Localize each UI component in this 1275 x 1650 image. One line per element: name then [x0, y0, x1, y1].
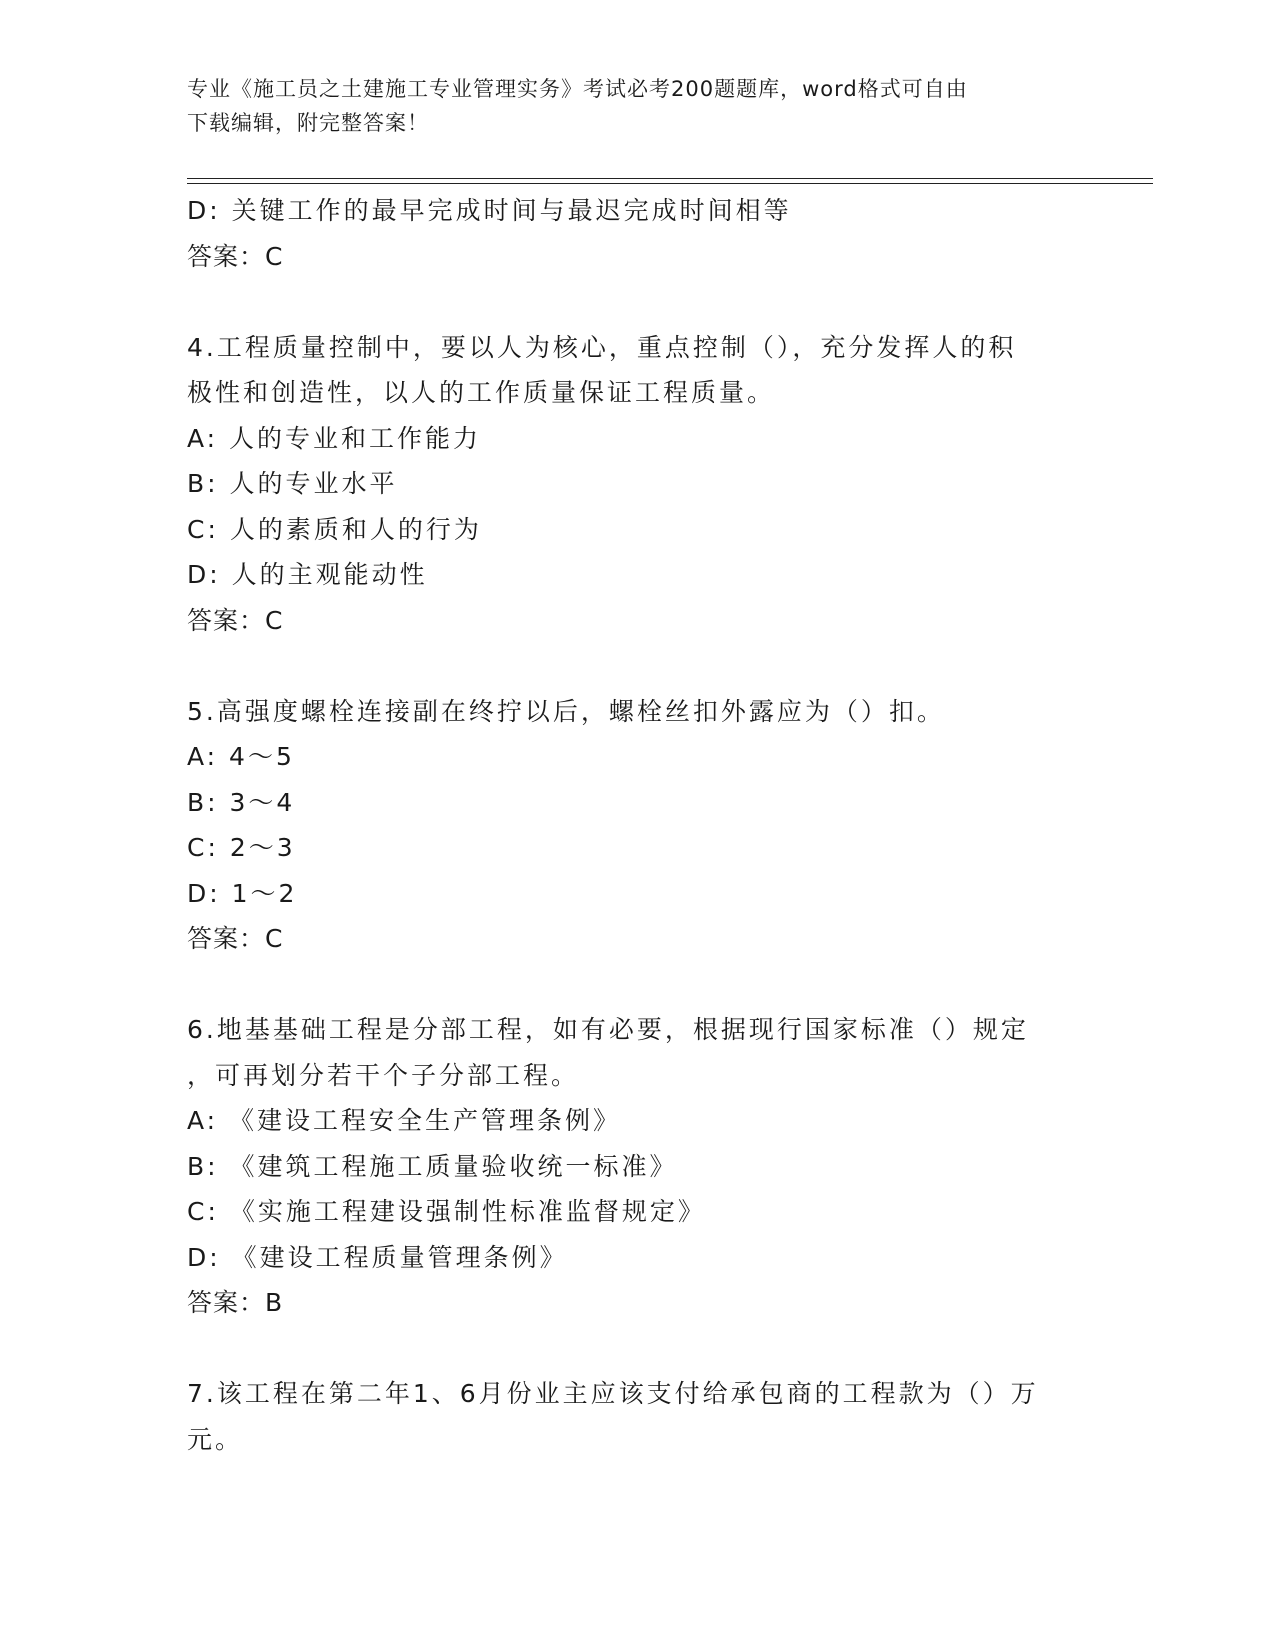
spacer — [187, 279, 1087, 325]
answer-line: 答案：C — [187, 924, 284, 953]
question-5 — [187, 689, 1087, 962]
question-stem-line: 4.工程质量控制中，要以人为核心，重点控制（），充分发挥人的积 — [187, 332, 1017, 362]
option-a: A: 人的专业和工作能力 — [187, 423, 482, 453]
question-stem-line: 7.该工程在第二年1、6月份业主应该支付给承包商的工程款为（）万 — [187, 1379, 1039, 1408]
question-stem-line: ，可再划分若干个子分部工程。 — [187, 1060, 580, 1090]
question-stem-line: 5.高强度螺栓连接副在终拧以后，螺栓丝扣外露应为（）扣。 — [187, 696, 945, 726]
option-d: D: 关键工作的最早完成时间与最迟完成时间相等 — [187, 196, 792, 225]
continued-question — [187, 188, 1087, 279]
option-c: C: 《实施工程建设强制性标准监督规定》 — [187, 1197, 706, 1226]
question-stem-line: 极性和创造性，以人的工作质量保证工程质量。 — [187, 378, 776, 407]
option-b: B: 3～4 — [187, 787, 296, 817]
spacer — [187, 1326, 1087, 1372]
header-divider-top — [187, 178, 1153, 179]
question-stem-line: 6.地基基础工程是分部工程，如有必要，根据现行国家标准（）规定 — [187, 1015, 1029, 1044]
answer-line: 答案：B — [187, 1288, 284, 1317]
document-header — [187, 72, 1087, 140]
option-a: A: 《建设工程安全生产管理条例》 — [187, 1106, 622, 1135]
question-7 — [187, 1371, 1087, 1462]
answer-line: 答案：C — [187, 241, 284, 271]
header-divider-bottom — [187, 183, 1153, 184]
spacer — [187, 962, 1087, 1008]
question-stem-line: 元。 — [187, 1424, 244, 1454]
option-b: B: 人的专业水平 — [187, 469, 398, 498]
option-d: D: 《建设工程质量管理条例》 — [187, 1242, 568, 1272]
question-4 — [187, 325, 1087, 644]
option-d: D: 1～2 — [187, 878, 298, 908]
answer-line: 答案：C — [187, 605, 284, 635]
option-a: A: 4～5 — [187, 742, 295, 771]
option-d: D: 人的主观能动性 — [187, 560, 428, 589]
question-6 — [187, 1007, 1087, 1326]
option-c: C: 人的素质和人的行为 — [187, 514, 482, 544]
option-b: B: 《建筑工程施工质量验收统一标准》 — [187, 1151, 678, 1181]
header-line-1: 专业《施工员之土建施工专业管理实务》考试必考200题题库，word格式可自由 — [187, 77, 968, 101]
question-list — [187, 188, 1087, 1462]
header-line-2: 下载编辑，附完整答案！ — [187, 111, 429, 135]
spacer — [187, 643, 1087, 689]
option-c: C: 2～3 — [187, 833, 296, 862]
